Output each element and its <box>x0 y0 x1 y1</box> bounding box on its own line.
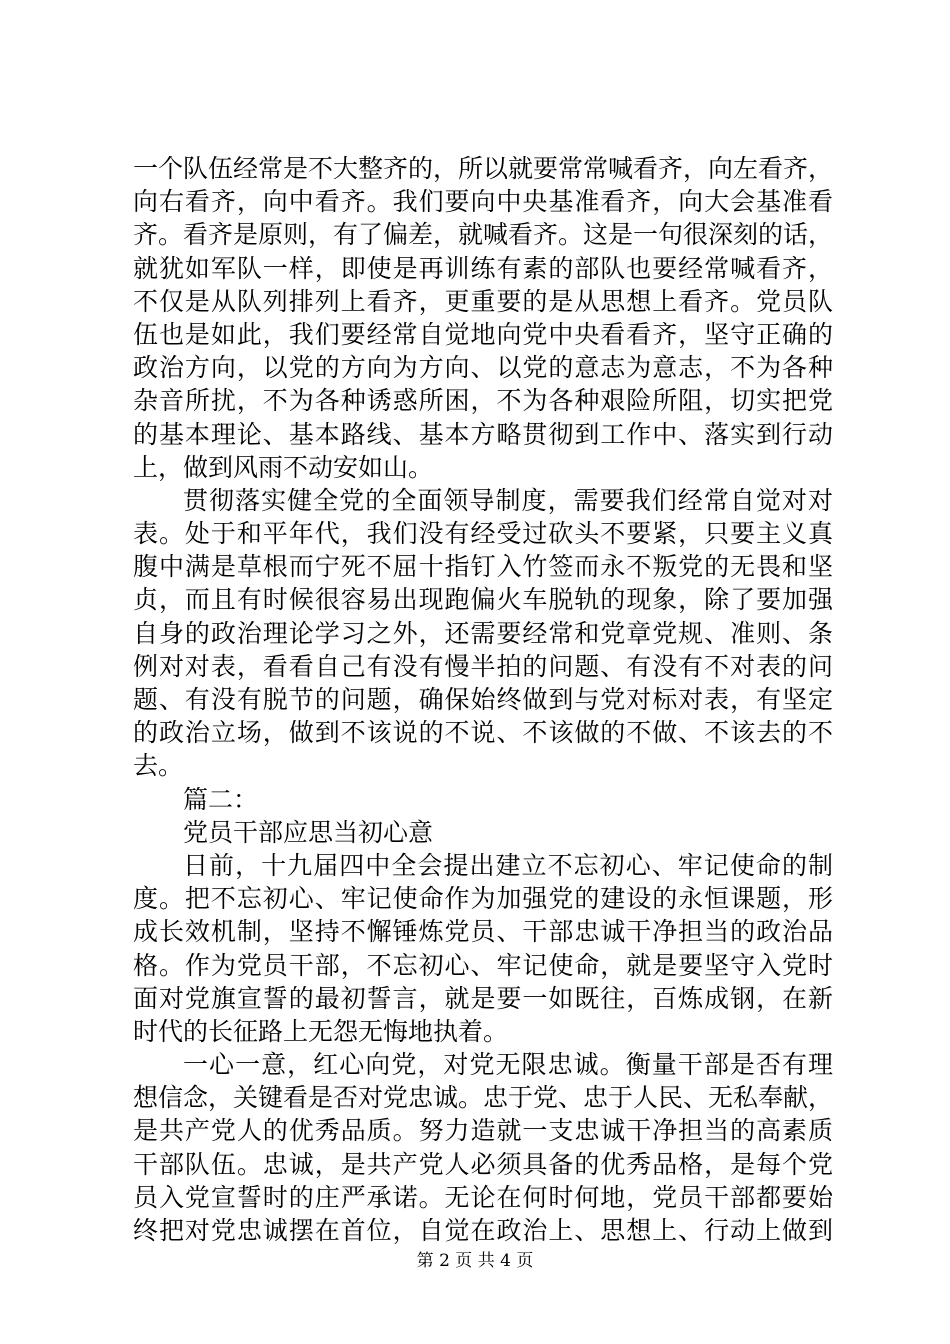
text-line: 去。 <box>133 751 184 781</box>
article-title <box>133 816 833 849</box>
section-label: 篇二： <box>183 784 259 814</box>
text-line: 日前，十九届四中全会提出建立不忘初心、牢记使命的制 <box>183 850 833 880</box>
text-line: 干部队伍。忠诚，是共产党人必须具备的优秀品格，是每个党 <box>133 1149 833 1179</box>
text-line: 政治方向，以党的方向为方向、以党的意志为意志，不为各种 <box>133 353 833 383</box>
text-line: 终把对党忠诚摆在首位，自觉在政治上、思想上、行动上做到 <box>133 1216 833 1245</box>
text-line: 就犹如军队一样，即使是再训练有素的部队也要经常喊看齐， <box>133 253 833 283</box>
paragraph <box>133 1048 833 1247</box>
article-title-text: 党员干部应思当初心意 <box>183 817 434 847</box>
text-line: 是共产党人的优秀品质。努力造就一支忠诚干净担当的高素质 <box>133 1116 833 1146</box>
page-number-footer: 第 2 页 共 4 页 <box>416 1251 534 1271</box>
paragraph <box>133 152 833 484</box>
text-line: 表。处于和平年代，我们没有经受过砍头不要紧，只要主义真 <box>133 519 833 549</box>
text-line: 成长效机制，坚持不懈锤炼党员、干部忠诚干净担当的政治品 <box>133 917 833 947</box>
section-heading <box>133 783 833 816</box>
text-line: 度。把不忘初心、牢记使命作为加强党的建设的永恒课题，形 <box>133 884 833 914</box>
text-line: 贞，而且有时候很容易出现跑偏火车脱轨的现象，除了要加强 <box>133 585 833 615</box>
text-line: 齐。看齐是原则，有了偏差，就喊看齐。这是一句很深刻的话， <box>133 220 834 250</box>
paragraph <box>133 484 833 783</box>
text-line: 格。作为党员干部，不忘初心、牢记使命，就是要坚守入党时 <box>133 950 833 980</box>
text-line: 例对对表，看看自己有没有慢半拍的问题、有没有不对表的问 <box>133 651 833 681</box>
text-line: 想信念，关键看是否对党忠诚。忠于党、忠于人民、无私奉献， <box>133 1083 834 1113</box>
paragraph <box>133 849 833 1048</box>
text-line: 一个队伍经常是不大整齐的，所以就要常常喊看齐，向左看齐， <box>133 154 834 183</box>
text-line: 贯彻落实健全党的全面领导制度，需要我们经常自觉对对 <box>183 485 833 515</box>
text-line: 伍也是如此，我们要经常自觉地向党中央看看齐，坚守正确的 <box>133 319 833 349</box>
text-line: 面对党旗宣誓的最初誓言，就是要一如既往，百炼成钢，在新 <box>133 983 833 1013</box>
text-line: 题、有没有脱节的问题，确保始终做到与党对标对表，有坚定 <box>133 685 833 714</box>
text-line: 员入党宣誓时的庄严承诺。无论在何时何地，党员干部都要始 <box>133 1182 833 1212</box>
text-line: 的政治立场，做到不该说的不说、不该做的不做、不该去的不 <box>133 718 833 748</box>
text-line: 一心一意，红心向党，对党无限忠诚。衡量干部是否有理 <box>183 1050 833 1080</box>
document-body <box>133 152 833 1247</box>
text-line: 不仅是从队列排列上看齐，更重要的是从思想上看齐。党员队 <box>133 286 833 316</box>
text-line: 时代的长征路上无怨无悔地执着。 <box>133 1016 509 1046</box>
text-line: 自身的政治理论学习之外，还需要经常和党章党规、准则、条 <box>133 618 833 648</box>
text-line: 的基本理论、基本路线、基本方略贯彻到工作中、落实到行动 <box>133 419 833 449</box>
text-line: 向右看齐，向中看齐。我们要向中央基准看齐，向大会基准看 <box>133 187 833 217</box>
text-line: 腹中满是草根而宁死不屈十指钉入竹签而永不叛党的无畏和坚 <box>133 552 833 582</box>
text-line: 杂音所扰，不为各种诱惑所困，不为各种艰险所阻，切实把党 <box>133 386 833 416</box>
text-line: 上，做到风雨不动安如山。 <box>133 452 434 482</box>
